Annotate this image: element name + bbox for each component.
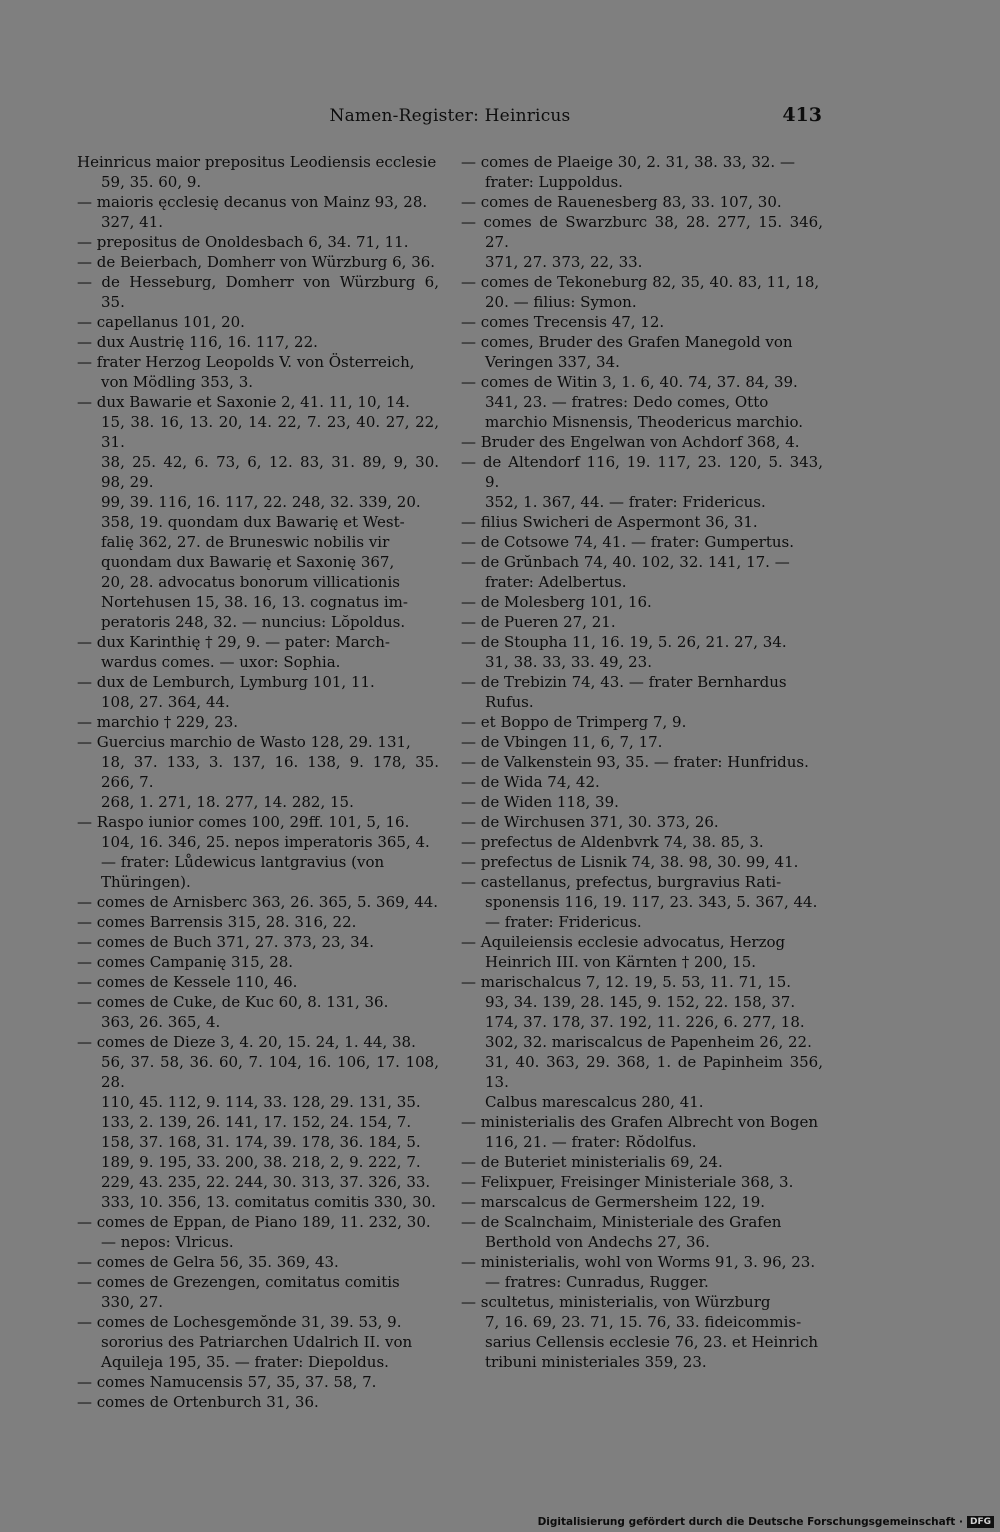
index-entry: — de Altendorf 116, 19. 117, 23. 120, 5. 343, 9. 352, 1. 367, 44. — frater: Fridericus.: [461, 453, 823, 511]
index-entry: — Felixpuer, Freisinger Ministeriale 368, 3.: [461, 1173, 794, 1191]
index-entry: — prefectus de Aldenbvrk 74, 38. 85, 3.: [461, 833, 764, 851]
index-entry: — de Vbingen 11, 6, 7, 17.: [461, 733, 663, 751]
index-entry: — marchio † 229, 23.: [77, 713, 239, 731]
index-entry: — comes de Lochesgemŏnde 31, 39. 53, 9. sororius des Patriarchen Udalrich II. von Aquileja 195, 35. — frater: Diepoldus.: [77, 1313, 413, 1371]
index-entry: — comes de Swarzburc 38, 28. 277, 15. 346, 27. 371, 27. 373, 22, 33.: [461, 213, 823, 271]
index-entry: — dux Karinthię † 29, 9. — pater: March- wardus comes. — uxor: Sophia.: [77, 633, 390, 671]
header-title: Namen-Register: Heinricus: [329, 106, 571, 126]
index-entry: — de Valkenstein 93, 35. — frater: Hunfridus.: [461, 753, 809, 771]
index-entry: — de Cotsowe 74, 41. — frater: Gumpertus.: [461, 533, 795, 551]
index-entry: — comes Barrensis 315, 28. 316, 22.: [77, 913, 357, 931]
index-entry: — Raspo iunior comes 100, 29ff. 101, 5, 16. 104, 16. 346, 25. nepos imperatoris 365, 4. — frater: Lůdewicus lantgravius (von Thüringen).: [77, 813, 430, 891]
index-entry: — de Wirchusen 371, 30. 373, 26.: [461, 813, 719, 831]
index-entry: — de Stoupha 11, 16. 19, 5. 26, 21. 27, 34. 31, 38. 33, 33. 49, 23.: [461, 633, 787, 671]
index-entry: — marischalcus 7, 12. 19, 5. 53, 11. 71, 15. 93, 34. 139, 28. 145, 9. 152, 22. 158, 37. 174, 37. 178, 37. 192, 11. 226, 6. 277, 18. 302, 32. mariscalcus de Papenheim 26, 22. 31, 40. 363, 29. 368, 1. de Papinheim 356, 13. Calbus marescalcus 280, 41.: [461, 973, 823, 1111]
index-entry: — comes de Kessele 110, 46.: [77, 973, 298, 991]
index-entry: — de Grŭnbach 74, 40. 102, 32. 141, 17. — frater: Adelbertus.: [461, 553, 790, 591]
index-entry: — dux Austrię 116, 16. 117, 22.: [77, 333, 318, 351]
index-entry: Heinricus maior prepositus Leodiensis ecclesie 59, 35. 60, 9.: [77, 153, 437, 191]
index-entry: — prefectus de Lisnik 74, 38. 98, 30. 99, 41.: [461, 853, 799, 871]
index-entry: — prepositus de Onoldesbach 6, 34. 71, 11.: [77, 233, 409, 251]
index-entry: — comes de Witin 3, 1. 6, 40. 74, 37. 84, 39. 341, 23. — fratres: Dedo comes, Otto marchio Misnensis, Theodericus marchio.: [461, 373, 804, 431]
footer: [538, 1516, 994, 1528]
index-entry: — et Boppo de Trimperg 7, 9.: [461, 713, 687, 731]
index-entry: — comes Trecensis 47, 12.: [461, 313, 665, 331]
index-entry: — de Scalnchaim, Ministeriale des Grafen Berthold von Andechs 27, 36.: [461, 1213, 782, 1251]
index-entry: — comes de Eppan, de Piano 189, 11. 232, 30. — nepos: Vlricus.: [77, 1213, 431, 1251]
left-column: [77, 152, 439, 1412]
index-entry: — comes, Bruder des Grafen Manegold von Veringen 337, 34.: [461, 333, 793, 371]
index-entry: — comes de Ortenburch 31, 36.: [77, 1393, 319, 1411]
index-entry: — dux Bawarie et Saxonie 2, 41. 11, 10, 14. 15, 38. 16, 13. 20, 14. 22, 7. 23, 40. 27, 22, 31. 38, 25. 42, 6. 73, 6, 12. 83, 31. 89, 9, 30. 98, 29. 99, 39. 116, 16. 117, 22. 248, 32. 339, 20. 358, 19. quondam dux Bawarię et West- falię 362, 27. de Bruneswic nobilis vir quondam dux Bawarię et Saxonię 367, 20, 28. advocatus bonorum villicationis Nortehusen 15, 38. 16, 13. cognatus im- peratoris 248, 32. — nuncius: Lŏpoldus.: [77, 393, 439, 631]
index-entry: — comes de Dieze 3, 4. 20, 15. 24, 1. 44, 38. 56, 37. 58, 36. 60, 7. 104, 16. 106, 17. 108, 28. 110, 45. 112, 9. 114, 33. 128, 29. 131, 35. 133, 2. 139, 26. 141, 17. 152, 24. 154, 7. 158, 37. 168, 31. 174, 39. 178, 36. 184, 5. 189, 9. 195, 33. 200, 38. 218, 2, 9. 222, 7. 229, 43. 235, 22. 244, 30. 313, 37. 326, 33. 333, 10. 356, 13. comitatus comitis 330, 30.: [77, 1033, 439, 1211]
footer-text: Digitalisierung gefördert durch die Deutsche Forschungsgemeinschaft ·: [537, 1516, 963, 1528]
index-entry: — de Trebizin 74, 43. — frater Bernhardus Rufus.: [461, 673, 787, 711]
dfg-logo: DFG: [967, 1516, 994, 1528]
index-entry: — de Hesseburg, Domherr von Würzburg 6, 35.: [77, 273, 439, 311]
index-entry: — comes de Plaeige 30, 2. 31, 38. 33, 32. — frater: Luppoldus.: [461, 153, 795, 191]
index-entry: — frater Herzog Leopolds V. von Österreich, von Mödling 353, 3.: [77, 353, 415, 391]
index-entry: — filius Swicheri de Aspermont 36, 31.: [461, 513, 758, 531]
index-entry: — de Pueren 27, 21.: [461, 613, 616, 631]
index-entry: — Guercius marchio de Wasto 128, 29. 131, 18, 37. 133, 3. 137, 16. 138, 9. 178, 35. 266, 7. 268, 1. 271, 18. 277, 14. 282, 15.: [77, 733, 439, 811]
page-number: 413: [782, 104, 822, 126]
index-entry: — comes de Grezengen, comitatus comitis 330, 27.: [77, 1273, 400, 1311]
index-entry: — comes de Rauenesberg 83, 33. 107, 30.: [461, 193, 782, 211]
index-entry: — de Buteriet ministerialis 69, 24.: [461, 1153, 723, 1171]
right-column: [461, 152, 823, 1372]
index-entry: — de Molesberg 101, 16.: [461, 593, 652, 611]
index-entry: — maioris ęcclesię decanus von Mainz 93, 28. 327, 41.: [77, 193, 428, 231]
index-entry: — dux de Lemburch, Lymburg 101, 11. 108, 27. 364, 44.: [77, 673, 375, 711]
index-entry: — comes Campanię 315, 28.: [77, 953, 294, 971]
index-entry: — marscalcus de Germersheim 122, 19.: [461, 1193, 766, 1211]
index-entry: — de Widen 118, 39.: [461, 793, 619, 811]
index-entry: — comes de Arnisberc 363, 26. 365, 5. 369, 44.: [77, 893, 439, 911]
index-entry: — Bruder des Engelwan von Achdorf 368, 4.: [461, 433, 800, 451]
index-entry: — comes Namucensis 57, 35, 37. 58, 7.: [77, 1373, 377, 1391]
index-entry: — comes de Tekoneburg 82, 35, 40. 83, 11, 18, 20. — filius: Symon.: [461, 273, 820, 311]
index-entry: — de Beierbach, Domherr von Würzburg 6, 36.: [77, 253, 436, 271]
index-entry: — comes de Gelra 56, 35. 369, 43.: [77, 1253, 339, 1271]
index-entry: — ministerialis, wohl von Worms 91, 3. 96, 23. — fratres: Cunradus, Rugger.: [461, 1253, 816, 1291]
index-entry: — ministerialis des Grafen Albrecht von Bogen 116, 21. — frater: Rŏdolfus.: [461, 1113, 818, 1151]
index-entry: — comes de Buch 371, 27. 373, 23, 34.: [77, 933, 374, 951]
index-entry: — castellanus, prefectus, burgravius Rati- sponensis 116, 19. 117, 23. 343, 5. 367, 44. — frater: Fridericus.: [461, 873, 818, 931]
index-entry: — capellanus 101, 20.: [77, 313, 245, 331]
index-entry: — Aquileiensis ecclesie advocatus, Herzog Heinrich III. von Kärnten † 200, 15.: [461, 933, 786, 971]
index-entry: — scultetus, ministerialis, von Würzburg 7, 16. 69, 23. 71, 15. 76, 33. fideicommis- sarius Cellensis ecclesie 76, 23. et Heinrich tribuni ministeriales 359, 23.: [461, 1293, 819, 1371]
index-entry: — de Wida 74, 42.: [461, 773, 600, 791]
index-entry: — comes de Cuke, de Kuc 60, 8. 131, 36. 363, 26. 365, 4.: [77, 993, 389, 1031]
